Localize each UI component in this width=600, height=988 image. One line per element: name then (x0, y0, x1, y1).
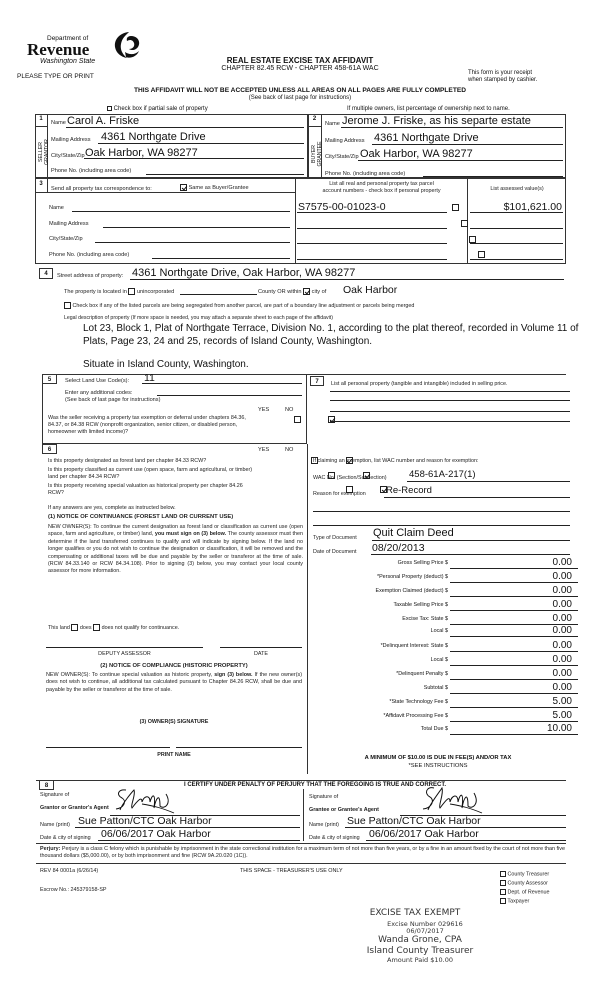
tax-row-label: *Delinquent Interest: State $ (380, 643, 448, 649)
tax-row (338, 723, 578, 735)
stamp-title: EXCISE TAX EXEMPT (369, 908, 461, 918)
continuance-row: This land does does not qualify for continuance. (48, 624, 180, 631)
section-1-number: 1 (39, 116, 43, 122)
tax-row-underline (450, 636, 578, 637)
claim-exemption-label: If claiming an exemption, list WAC number and reason for exemption: (313, 458, 479, 464)
tax-row-underline (450, 707, 578, 708)
yes-header-5: YES (258, 407, 270, 413)
doc-type-field[interactable]: Quit Claim Deed (373, 527, 454, 539)
stamp-date: 06/07/2017 (406, 927, 444, 935)
tax-row (338, 625, 578, 637)
owner-signature-title: (3) OWNER(S) SIGNATURE (139, 719, 209, 725)
tax-row-value[interactable]: 0.00 (552, 585, 572, 596)
form-title: REAL ESTATE EXCISE TAX AFFIDAVIT (226, 56, 374, 65)
copy-county-assessor[interactable]: County Assessor (500, 880, 548, 886)
seller-grantor-label: SELLER GRANTOR (38, 139, 50, 165)
grantor-name-label: Name (print) (40, 822, 70, 828)
land-use-field[interactable]: 11 (144, 372, 155, 384)
receipt-note-2: when stamped by cashier. (468, 77, 538, 83)
legal-description-label: Legal description of property (If more space is needed, you may attach a separate sheet to each page of the affidavit) (64, 315, 333, 321)
grantor-name-field[interactable]: Sue Patton/CTC Oak Harbor (78, 815, 212, 827)
logo-dept-of: Department of (47, 35, 89, 42)
see-instructions-note: *SEE INSTRUCTIONS (408, 763, 468, 769)
parcel-header-2: account numbers - check box if personal property (322, 188, 441, 194)
does-not-qualify-checkbox[interactable] (93, 624, 100, 631)
grantee-date-field[interactable]: 06/06/2017 Oak Harbor (369, 828, 479, 840)
dor-swirl-logo-icon (111, 30, 143, 60)
doc-type-label: Type of Document (313, 535, 357, 541)
tax-row-value[interactable]: 5.00 (552, 710, 572, 721)
tax-row-underline (450, 596, 578, 597)
stamp-excise-number: Excise Number 029616 (387, 920, 463, 928)
tax-row-label: Local $ (430, 657, 448, 663)
same-as-buyer-checkbox[interactable] (180, 184, 187, 191)
tax-row (338, 599, 578, 611)
assessed-header: List assessed value(s) (490, 186, 544, 192)
tax-row-value[interactable]: 10.00 (546, 723, 572, 734)
buyer-name-field[interactable]: Jerome J. Friske, as his separte estate (342, 115, 531, 127)
tax-row-underline (450, 721, 578, 722)
personal-property-checkbox-0[interactable] (452, 204, 459, 211)
buyer-city-field[interactable]: Oak Harbor, WA 98277 (360, 148, 473, 160)
tax-row (338, 696, 578, 708)
grantor-sig-label-1: Signature of (40, 792, 70, 798)
section-2-number: 2 (312, 116, 317, 122)
segregated-checkbox[interactable] (64, 302, 71, 309)
tax-row (338, 571, 578, 583)
tax-row (338, 654, 578, 666)
certify-statement: I CERTIFY UNDER PENALTY OF PERJURY THAT THE FOREGOING IS TRUE AND CORRECT. (183, 782, 447, 788)
section-3-number: 3 (39, 181, 43, 187)
reason-field[interactable]: Re-Record (386, 485, 432, 496)
wac-label: WAC No. (Section/Subsection) (313, 475, 387, 481)
grantee-name-field[interactable]: Sue Patton/CTC Oak Harbor (347, 815, 481, 827)
partial-sale-checkbox[interactable] (107, 106, 112, 111)
grantee-sig-label-2: Grantee or Grantee's Agent (309, 807, 379, 813)
grantor-date-field[interactable]: 06/06/2017 Oak Harbor (101, 828, 211, 840)
exemption-yes-checkbox[interactable] (294, 416, 301, 423)
partial-sale-label: Check box if partial sale of property (113, 106, 208, 113)
form-subtitle: CHAPTER 82.45 RCW - CHAPTER 458-61A WAC (221, 65, 379, 72)
same-as-buyer-label: Same as Buyer/Grantee (188, 184, 249, 191)
tax-row-value[interactable]: 0.00 (552, 599, 572, 610)
seller-name-field[interactable]: Carol A. Friske (67, 115, 140, 127)
tax-row-label: Exemption Claimed (deduct) $ (375, 588, 448, 594)
city-within-row: County OR within city of (258, 288, 327, 295)
taxpayer-checkbox[interactable] (500, 898, 506, 904)
buyer-phone-label: Phone No. (including area code) (325, 171, 406, 177)
tax-row-value[interactable]: 0.00 (552, 640, 572, 651)
seller-city-label: City/State/Zip (51, 153, 85, 159)
buyer-grantee-label: BUYER GRANTEE (311, 141, 323, 167)
seller-address-field[interactable]: 4361 Northgate Drive (101, 131, 206, 143)
additional-codes-label: Enter any additional codes: (65, 390, 133, 396)
see-back-note: (See back of last page for instructions) (248, 95, 352, 101)
tax-row-label: Gross Selling Price $ (397, 560, 448, 566)
send-correspondence-label: Send all property tax correspondence to: (51, 186, 152, 192)
multiple-owners-note: If multiple owners, list percentage of ownership next to name. (347, 106, 510, 112)
section-7-number: 7 (310, 376, 324, 386)
tax-row-underline (450, 651, 578, 652)
additional-codes-note: (See back of last page for instructions) (65, 397, 161, 403)
grantee-date-label: Date & city of signing (309, 835, 360, 841)
form-revision: REV 84 0001a (6/26/14) (40, 868, 99, 874)
no-header-5: NO (285, 407, 294, 413)
receipt-note-1: This form is your receipt (468, 70, 533, 76)
tax-row-underline (450, 568, 578, 569)
doc-date-field[interactable]: 08/20/2013 (372, 542, 425, 554)
partial-sale-option[interactable] (107, 106, 208, 112)
tax-row-value[interactable]: 5.00 (552, 696, 572, 707)
tax-row (338, 613, 578, 625)
copy-taxpayer[interactable]: Taxpayer (500, 898, 529, 904)
historic-question: Is this property receiving special valuation as historical property per chapter 84.26 RCW? (48, 483, 243, 496)
street-address-field[interactable]: 4361 Northgate Drive, Oak Harbor, WA 98277 (132, 267, 356, 279)
correspondence-name-label: Name (49, 205, 64, 211)
seller-name-label: Name (51, 120, 66, 126)
unincorporated-checkbox[interactable] (128, 288, 135, 295)
section-4-number: 4 (39, 268, 53, 279)
grantor-signature[interactable] (112, 786, 192, 814)
current-use-question: Is this property classified as current use (open space, farm and agricultural, or timber) land per chapter 84.34 RCW? (48, 467, 253, 480)
type-or-print: PLEASE TYPE OR PRINT (17, 73, 94, 80)
section-6-number: 6 (42, 444, 57, 454)
tax-row-label: Subtotal $ (423, 685, 448, 691)
city-of-checkbox[interactable] (303, 288, 310, 295)
assessed-value-field-0[interactable]: $101,621.00 (503, 201, 562, 213)
county-treasurer-checkbox[interactable] (500, 871, 506, 877)
logo-state: Washington State (40, 58, 96, 65)
tax-row-value[interactable]: 0.00 (552, 557, 572, 568)
deputy-assessor-label: DEPUTY ASSESSOR (98, 651, 151, 657)
personal-property-checkbox-3[interactable] (478, 251, 485, 258)
correspondence-address-label: Mailing Address (49, 221, 89, 227)
forest-land-question: Is this property designated as forest land per chapter 84.33 RCW? (48, 458, 207, 464)
county-assessor-checkbox[interactable] (500, 880, 506, 886)
tax-row-label: Taxable Selling Price $ (393, 602, 448, 608)
signature-scribble-icon (418, 784, 498, 814)
tax-row-label: *State Technology Fee $ (389, 699, 448, 705)
copy-county-treasurer[interactable]: County Treasurer (500, 871, 549, 877)
minimum-due-note: A MINIMUM OF $10.00 IS DUE IN FEE(S) AND/OR TAX (364, 755, 512, 761)
tax-row-underline (450, 679, 578, 680)
wac-field[interactable]: 458-61A-217(1) (409, 469, 476, 480)
stamp-office: Island County Treasurer (366, 946, 474, 956)
notice-2-body: NEW OWNER(S): To continue special valuation as historic property, sign (3) below. If the new owner(s) does not wish to continue, all additional tax calculated pursuant to Chapter 84.26 RCW, shall be due and payable by the seller or transferor at the time of sale. (46, 672, 303, 693)
same-as-buyer-option[interactable] (180, 184, 249, 191)
section-5-number: 5 (42, 374, 57, 384)
stamp-name: Wanda Grone, CPA (378, 935, 462, 945)
parcel-header-1: List all real and personal property tax parcel (329, 181, 434, 187)
copy-dept-revenue[interactable]: Dept. of Revenue (500, 889, 549, 895)
tax-row-underline (450, 582, 578, 583)
buyer-city-label: City/State/Zip (325, 154, 359, 160)
exemption-question: Was the seller receiving a property tax exemption or deferral under chapters 84.36, 84.37, or 84.38 RCW (nonprofit organization, senior citizen, or disabled person, homeowner with limited income)? (48, 415, 246, 435)
notice-1-title: (1) NOTICE OF CONTINUANCE (FOREST LAND OR CURRENT USE) (48, 514, 234, 520)
tax-row-label: *Delinquent Penalty $ (396, 671, 448, 677)
logo-revenue: Revenue (27, 40, 90, 59)
tax-row-underline (450, 610, 578, 611)
tax-row-underline (450, 665, 578, 666)
tax-row (338, 668, 578, 680)
no-header-6: NO (285, 447, 294, 453)
city-of-field[interactable]: Oak Harbor (343, 284, 398, 296)
warning-banner: THIS AFFIDAVIT WILL NOT BE ACCEPTED UNLESS ALL AREAS ON ALL PAGES ARE FULLY COMPLETED (133, 87, 467, 94)
notice-2-title: (2) NOTICE OF COMPLIANCE (HISTORIC PROPERTY) (100, 663, 248, 669)
seller-address-label: Mailing Address (51, 137, 91, 143)
signature-scribble-icon (112, 786, 192, 814)
seller-city-field[interactable]: Oak Harbor, WA 98277 (85, 147, 198, 159)
tax-row (338, 585, 578, 597)
buyer-name-label: Name (325, 121, 340, 127)
date-label: DATE (254, 651, 268, 657)
tax-row-label: *Affidavit Processing Fee $ (383, 713, 448, 719)
perjury-notice: Perjury: Perjury is a class C felony which is punishable by imprisonment in the state correctional institution for a maximum term of not more than five years, or by a fine in an amount fixed by the court of not more than five thousand dollars ($5,000.00), or by both imprisonment and fine (RCW 9A.20.020 (1C)). (40, 846, 565, 860)
parcel-number-field-0[interactable]: S7575-00-01023-0 (298, 201, 386, 213)
legal-description-line-3[interactable]: Situate in Island County, Washington. (83, 359, 249, 370)
tax-row-value[interactable]: 0.00 (552, 682, 572, 693)
segregated-label: Check box if any of the listed parcels are being segregated from another parcel, are part of a boundary line adjustment or parcels being merged (72, 302, 415, 309)
doc-date-label: Date of Document (313, 549, 357, 555)
tax-row (338, 682, 578, 694)
tax-row-label: Total Due $ (420, 726, 448, 732)
tax-row-value[interactable]: 0.00 (552, 613, 572, 624)
personal-property-checkbox-2[interactable] (469, 236, 476, 243)
notice-1-body: NEW OWNER(S): To continue the current designation as forest land or classification as current use (open space, farm and agriculture, or timber) land, you must sign on (3) below. The county assessor must then determine if the land transferred continues to qualify and will indicate by signing below. If the land no longer qualifies or you do not wish to continue the designation or classification, it will be removed and the compensating or additional taxes will be due and payable by the seller or transferor at the time of sale. (RCW 84.33.140 or RCW 84.34.108). Prior to signing (3) below, you may contact your local county assessor for more information. (48, 524, 304, 575)
yes-header-6: YES (258, 447, 270, 453)
does-qualify-checkbox[interactable] (71, 624, 78, 631)
tax-row (338, 557, 578, 569)
print-name-label: PRINT NAME (157, 752, 191, 758)
correspondence-city-label: City/State/Zip (49, 236, 83, 242)
tax-row-value[interactable]: 0.00 (552, 625, 572, 636)
seller-phone-label: Phone No. (including area code) (51, 168, 132, 174)
tax-row (338, 710, 578, 722)
buyer-address-field[interactable]: 4361 Northgate Drive (374, 132, 479, 144)
grantee-signature[interactable] (418, 784, 498, 814)
legal-description-line-1[interactable]: Lot 23, Block 1, Plat of Northgate Terrace, Division No. 1, according to the plat thereof, recorded in Volume 11 of (83, 323, 579, 334)
dept-revenue-checkbox[interactable] (500, 889, 506, 895)
stamp-amount: Amount Paid $10.00 (387, 956, 453, 964)
escrow-number: Escrow No.: 245379158-SP (40, 887, 107, 893)
tax-row-label: *Personal Property (deduct) $ (376, 574, 448, 580)
personal-property-checkbox-1[interactable] (461, 220, 468, 227)
grantee-sig-label-1: Signature of (309, 794, 339, 800)
personal-property-label: List all personal property (tangible and intangible) included in selling price. (331, 381, 508, 387)
dor-logo (27, 34, 143, 70)
treasurer-use-label: THIS SPACE - TREASURER'S USE ONLY (240, 868, 343, 874)
grantor-sig-label-2: Grantor or Grantor's Agent (40, 805, 109, 811)
if-yes-instructions: If any answers are yes, complete as instructed below. (48, 505, 176, 511)
correspondence-phone-label: Phone No. (including area code) (49, 252, 130, 258)
tax-row-label: Local $ (430, 628, 448, 634)
legal-description-line-2[interactable]: Plats, Page 23, 24 and 25, records of Island County, Washington. (83, 336, 373, 347)
grantee-name-label: Name (print) (309, 822, 339, 828)
tax-row-underline (450, 693, 578, 694)
buyer-address-label: Mailing Address (325, 138, 365, 144)
section-8-number: 8 (39, 780, 54, 790)
grantor-date-label: Date & city of signing (40, 835, 91, 841)
tax-row-label: Excise Tax: State $ (402, 616, 448, 622)
tax-row-value[interactable]: 0.00 (552, 571, 572, 582)
tax-row (338, 640, 578, 652)
tax-row-value[interactable]: 0.00 (552, 668, 572, 679)
street-address-label: Street address of property: (57, 273, 124, 279)
located-in-row: The property is located in unincorporated (64, 288, 175, 295)
reason-label: Reason for exemption (313, 491, 366, 497)
segregated-option[interactable] (64, 302, 414, 309)
tax-row-underline (450, 734, 578, 735)
tax-row-value[interactable]: 0.00 (552, 654, 572, 665)
land-use-label: Select Land Use Code(s): (65, 378, 130, 384)
